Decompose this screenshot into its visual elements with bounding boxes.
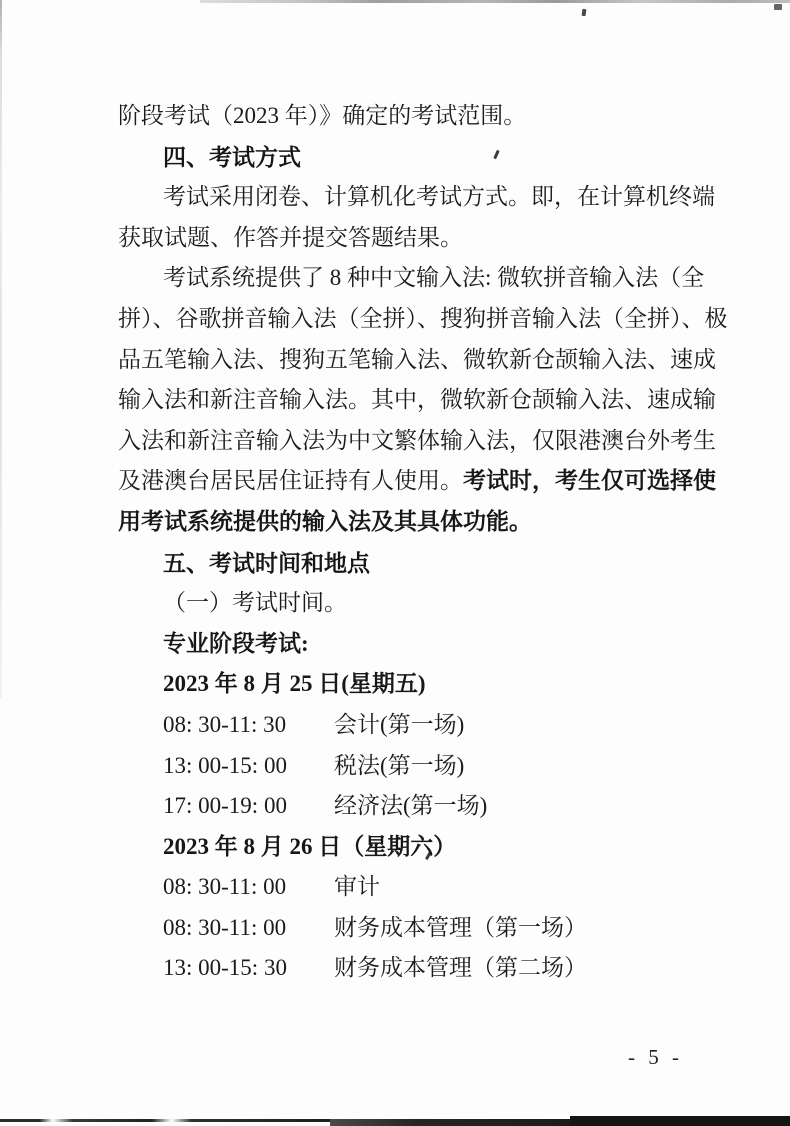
scan-artifact-left-edge: [0, 0, 2, 698]
text-run-bold: 考试时，考生仅可选择使: [463, 468, 716, 494]
text-line: 拼）、谷歌拼音输入法（全拼）、搜狗拼音输入法（全拼）、极: [118, 305, 728, 331]
schedule-subject: 财务成本管理（第二场）: [334, 955, 587, 981]
schedule-subject: 税法(第一场): [334, 752, 465, 778]
schedule-row: [118, 908, 684, 949]
section-heading-4: 四、考试方式: [163, 143, 301, 170]
schedule-time: 08: 30-11: 30: [163, 711, 287, 737]
exam-date: 2023 年 8 月 26 日（星期六）: [163, 833, 457, 859]
schedule-time: 13: 00-15: 00: [163, 752, 287, 778]
schedule-row: [118, 867, 684, 908]
schedule-subject: 经济法(第一场): [334, 793, 488, 819]
scan-artifact-top-edge: [200, 0, 790, 3]
schedule-subject: 审计: [334, 874, 380, 900]
text-line: 入法和新注音输入法为中文繁体输入法，仅限港澳台外考生: [118, 427, 716, 453]
schedule-row: [118, 746, 684, 787]
schedule-subject: 会计(第一场): [334, 711, 465, 737]
text-line: [118, 461, 716, 502]
schedule-subject: 财务成本管理（第一场）: [334, 914, 587, 940]
text-line: 品五笔输入法、搜狗五笔输入法、微软新仓颉输入法、速成: [118, 346, 716, 372]
schedule-time: 17: 00-19: 00: [163, 793, 287, 819]
text-line: 用考试系统提供的输入法及其具体功能。: [118, 508, 532, 534]
schedule-row: [118, 786, 684, 827]
text-line: 考试采用闭卷、计算机化考试方式。即，在计算机终端: [163, 184, 715, 210]
stage-label: 专业阶段考试:: [163, 630, 309, 656]
schedule-time: 08: 30-11: 00: [163, 874, 287, 900]
page-number: - 5 -: [628, 1045, 683, 1069]
schedule-row: [118, 705, 684, 746]
text-line: 考试系统提供了 8 种中文输入法: 微软拼音输入法（全: [163, 265, 705, 291]
scan-speck: [774, 4, 782, 10]
subsection-label: （一）考试时间。: [163, 590, 347, 616]
section-heading-5: 五、考试时间和地点: [163, 549, 370, 576]
schedule-time: 08: 30-11: 00: [163, 914, 287, 940]
schedule-row: [118, 948, 684, 989]
scan-speck: [582, 9, 587, 16]
schedule-time: 13: 00-15: 30: [163, 955, 287, 981]
text-run: 及港澳台居民居住证持有人使用。: [118, 468, 463, 494]
scan-artifact-bottom-edge: [0, 1119, 330, 1122]
scan-artifact-bottom-edge: [330, 1119, 570, 1126]
document-body: [118, 96, 728, 989]
exam-date: 2023 年 8 月 25 日(星期五): [163, 671, 426, 697]
scan-artifact-bottom-edge: [570, 1116, 790, 1126]
text-line: 输入法和新注音输入法。其中，微软新仓颉输入法、速成输: [118, 387, 716, 413]
text-line: 获取试题、作答并提交答题结果。: [118, 224, 463, 250]
text-line: 阶段考试（2023 年）》确定的考试范围。: [118, 103, 527, 128]
